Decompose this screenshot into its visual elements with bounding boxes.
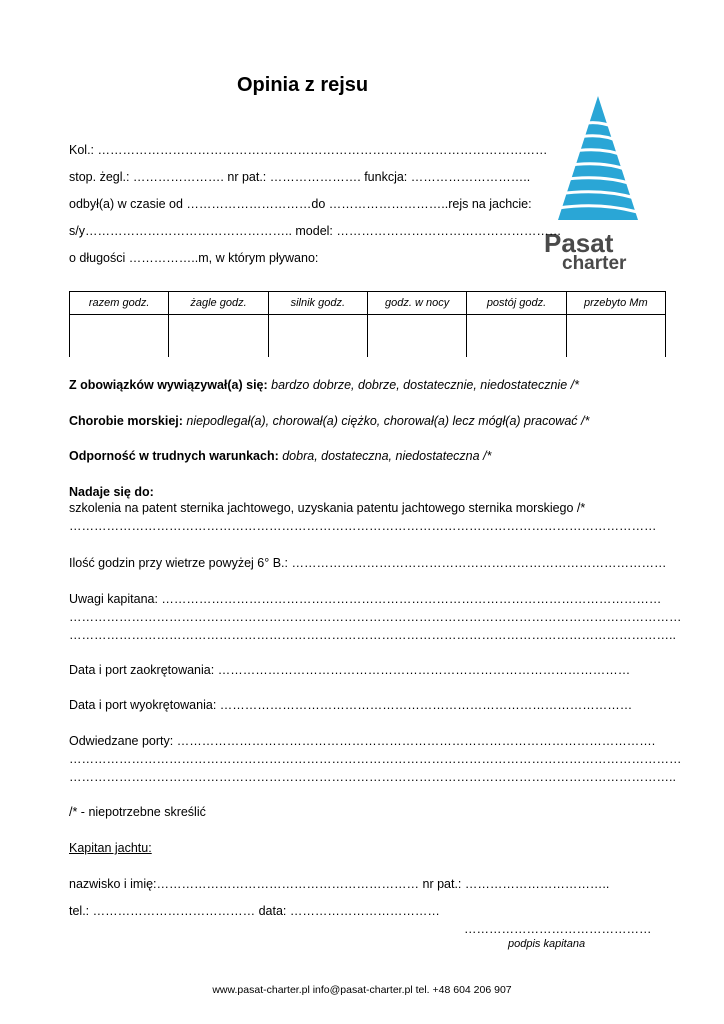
page-title: Opinia z rejsu [237, 74, 369, 96]
table-cell[interactable] [70, 315, 169, 358]
duties-line [69, 377, 579, 393]
duties-options[interactable]: bardzo dobrze, dobrze, dostatecznie, niedostatecznie /* [267, 378, 579, 392]
table-header: silnik godz. [268, 292, 367, 315]
stop-line[interactable]: stop. żegl.: …………………. nr pat.: …………………. funkcja: ……………………….. [69, 170, 531, 184]
signature-field[interactable]: ……………………………………… [464, 922, 652, 936]
embark-line[interactable]: Data i port zaokrętowania: ……………………………………………………………………………………… [69, 663, 631, 677]
footer-contact: www.pasat-charter.pl info@pasat-charter.pl tel. +48 604 206 907 [212, 984, 512, 996]
period-line[interactable]: odbył(a) w czasie od …………………………do ………………………..rejs na jachcie: [69, 197, 532, 211]
table-cell[interactable] [467, 315, 566, 358]
captain-tel-line[interactable]: tel.: ………………………………… data: ……………………………… [69, 904, 440, 918]
wind-hours-line[interactable]: Ilość godzin przy wietrze powyżej 6° B.: ……………………………………………………………………………… [69, 556, 667, 570]
disembark-line[interactable]: Data i port wyokrętowania: ……………………………………………………………………………………… [69, 698, 633, 712]
yacht-line[interactable]: s/y………………………………………….. model: ……………………………………………… [69, 224, 562, 238]
ports-line[interactable]: Odwiedzane porty: ……………………………………………………………………………………………………. [69, 734, 656, 748]
signature-label: podpis kapitana [508, 938, 586, 950]
captain-remarks-line-2[interactable]: ………………………………………………………………………………………………………………………………… [69, 610, 682, 624]
table-header: razem godz. [70, 292, 169, 315]
table-cell[interactable] [367, 315, 466, 358]
resilience-options[interactable]: dobra, dostateczna, niedostateczna /* [278, 449, 492, 463]
seasick-label: Chorobie morskiej: [69, 414, 183, 428]
resilience-label: Odporność w trudnych warunkach: [69, 449, 279, 463]
captain-remarks-line-3[interactable]: ……………………………………………………………………………………………………………………………….. [69, 628, 676, 642]
table-header: żagle godz. [169, 292, 268, 315]
table-cell[interactable] [169, 315, 268, 358]
kol-line[interactable]: Kol.: ……………………………………………………………………………………………… [69, 143, 548, 157]
table-cell[interactable] [566, 315, 665, 358]
captain-name-line[interactable]: nazwisko i imię:……………………………………………………… nr pat.: …………………………….. [69, 877, 610, 891]
duties-label: Z obowiązków wywiązywał(a) się: [69, 378, 268, 392]
ports-line-3[interactable]: ……………………………………………………………………………………………………………………………….. [69, 770, 676, 784]
seasick-line [69, 413, 589, 429]
length-line[interactable]: o długości ……………..m, w którym pływano: [69, 251, 319, 265]
suitable-label: Nadaje się do: [69, 485, 154, 499]
table-header: postój godz. [467, 292, 566, 315]
captain-heading: Kapitan jachtu: [69, 841, 152, 855]
suitable-options[interactable]: szkolenia na patent sternika jachtowego, uzyskania patentu jachtowego sternika morskiego /* [69, 501, 586, 515]
ports-line-2[interactable]: ………………………………………………………………………………………………………………………………… [69, 752, 682, 766]
footnote: /* - niepotrzebne skreślić [69, 805, 206, 819]
logo-text-charter: charter [562, 253, 627, 272]
seasick-options[interactable]: niepodlegał(a), chorował(a) ciężko, chorował(a) lecz mógł(a) pracować /* [182, 414, 590, 428]
table-header: przebyto Mm [566, 292, 665, 315]
resilience-line [69, 448, 491, 464]
table-header: godz. w nocy [367, 292, 466, 315]
captain-remarks-line[interactable]: Uwagi kapitana: ………………………………………………………………………………………………………… [69, 592, 662, 606]
suitable-dots[interactable]: …………………………………………………………………………………………………………………………… [69, 519, 657, 533]
hours-table [69, 291, 666, 357]
pasat-charter-logo [540, 94, 656, 272]
logo-text-pasat: Pasat [544, 228, 614, 258]
table-cell[interactable] [268, 315, 367, 358]
